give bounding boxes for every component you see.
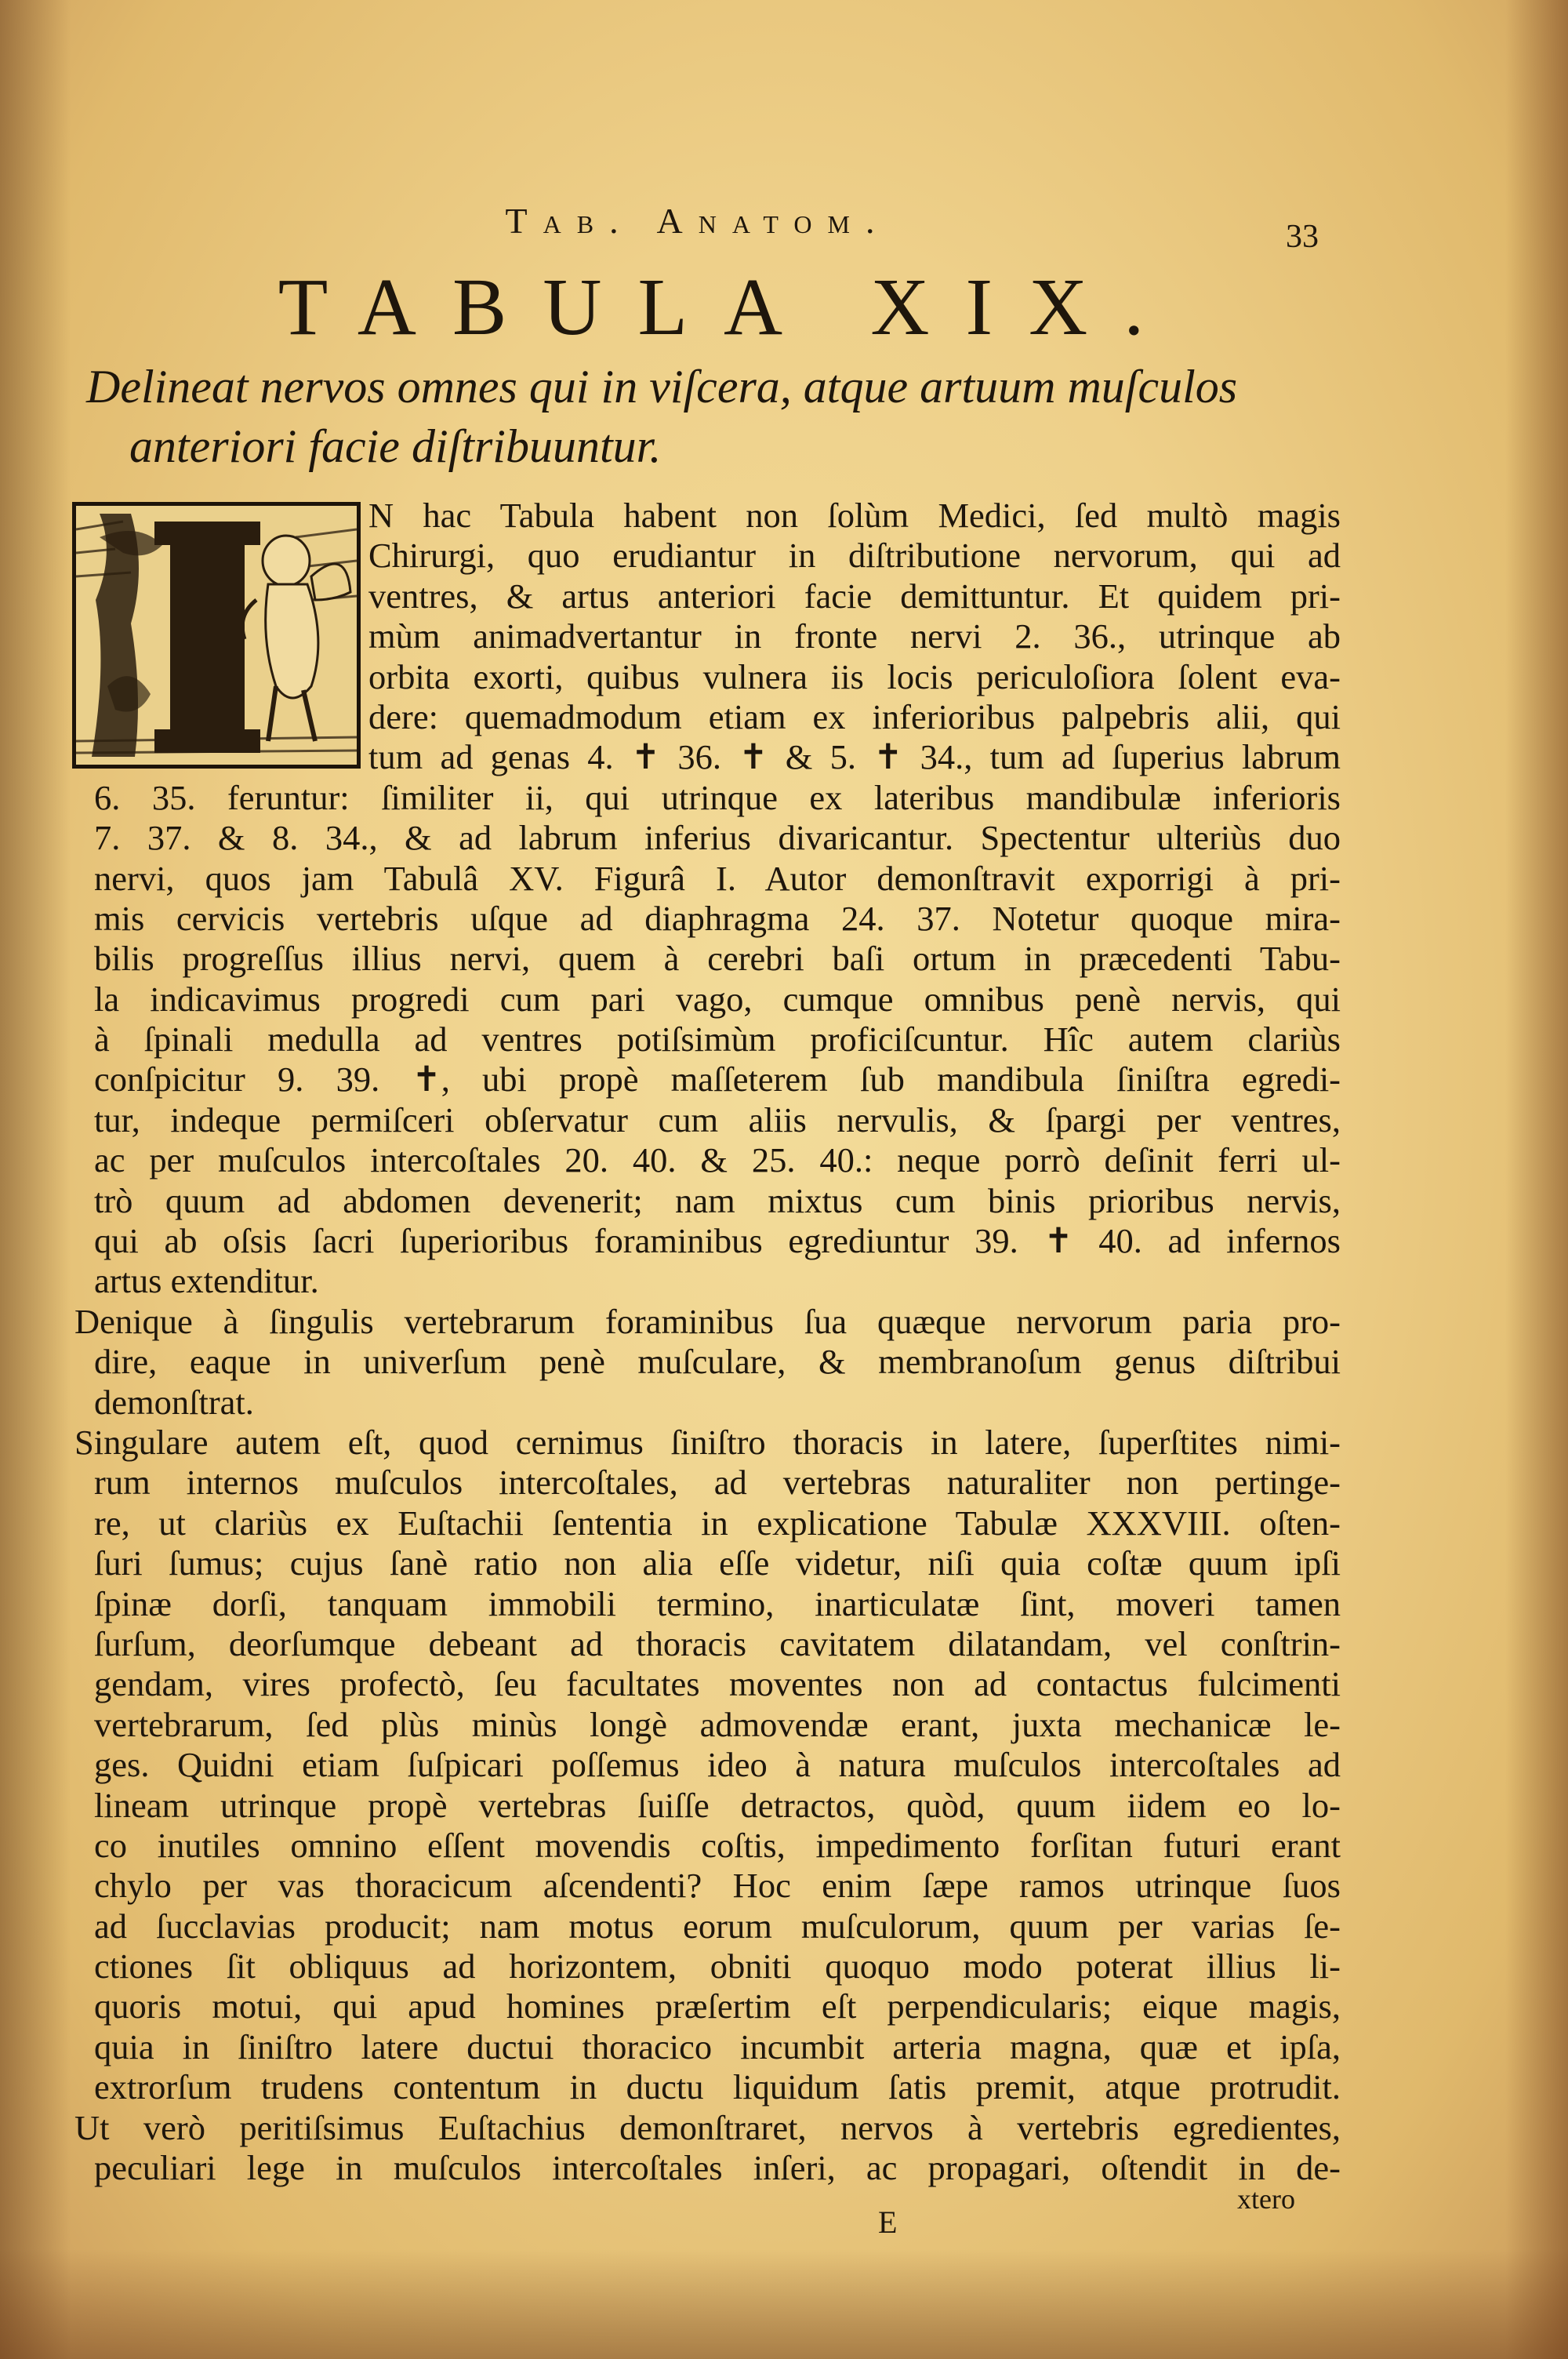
paragraph-3 bbox=[74, 1422, 1341, 2108]
text-line: qui ab oſsis ſacri ſuperioribus foraminibus egrediuntur 39. ✝ 40. ad infernos bbox=[94, 1221, 1341, 1261]
text-line: rum internos muſculos intercoſtales, ad vertebras naturaliter non pertinge- bbox=[94, 1463, 1341, 1503]
text-line: mùm animadvertantur in fronte nervi 2. 36., utrinque ab bbox=[368, 616, 1341, 656]
catchword: xtero bbox=[1237, 2183, 1295, 2215]
text-line: quia in ſiniſtro latere ductui thoracico incumbit arteria magna, quæ et ipſa, bbox=[94, 2026, 1341, 2066]
text-line: nervi, quos jam Tabulâ XV. Figurâ I. Autor demonſtravit exporrigi à pri- bbox=[94, 858, 1341, 898]
text-line: Singulare autem eſt, quod cernimus ſiniſtro thoracis in latere, ſuperſtites nimi- bbox=[74, 1422, 1341, 1462]
running-head: Tab. Anatom. bbox=[505, 201, 891, 241]
page-bottom-shadow bbox=[0, 2249, 1568, 2359]
text-line: tum ad genas 4. ✝ 36. ✝ & 5. ✝ 34., tum ad ſuperius labrum bbox=[368, 737, 1341, 777]
text-line: ac per muſculos intercoſtales 20. 40. & 25. 40.: neque porrò deſinit ferri ul- bbox=[94, 1140, 1341, 1180]
signature-mark: E bbox=[878, 2205, 898, 2240]
paragraph-1 bbox=[94, 496, 1341, 1302]
page-gutter-shadow bbox=[0, 0, 71, 2359]
plate-title: TABULA XIX. bbox=[278, 262, 1181, 352]
text-line: tur, indeque permiſceri obſervatur cum aliis nervulis, & ſpargi per ventres, bbox=[94, 1100, 1341, 1140]
text-line: ad ſucclavias producit; nam motus eorum muſculorum, quum per varias ſe- bbox=[94, 1906, 1341, 1946]
text-line: Chirurgi, quo erudiantur in diſtributione nervorum, qui ad bbox=[368, 536, 1341, 576]
text-line: quoris motui, qui apud homines præſertim eſt perpendicularis; eique magis, bbox=[94, 1986, 1341, 2026]
text-line: N hac Tabula habent non ſolùm Medici, ſed multò magis bbox=[368, 496, 1341, 535]
subtitle-line-2: anteriori facie diſtribuuntur. bbox=[129, 420, 662, 472]
text-line: co inutiles omnino eſſent movendis coſtis, impedimento forſitan futuri erant bbox=[94, 1825, 1341, 1865]
text-line: ventres, & artus anteriori facie demittuntur. Et quidem pri- bbox=[368, 576, 1341, 616]
text-line: Denique à ſingulis vertebrarum foraminibus ſua quæque nervorum paria pro- bbox=[74, 1301, 1341, 1341]
text-line: vertebrarum, ſed plùs minùs longè admovendæ erant, juxta mechanicæ le- bbox=[94, 1704, 1341, 1744]
body-text bbox=[74, 496, 1341, 2188]
text-line: ſuri ſumus; cujus ſanè ratio non alia eſſe videtur, niſi quia coſtæ quum ipſi bbox=[94, 1543, 1341, 1583]
text-line: 6. 35. feruntur: ſimiliter ii, qui utrinque ex lateribus mandibulæ inferioris bbox=[94, 777, 1341, 817]
text-line: peculiari lege in muſculos intercoſtales inſeri, ac propagari, oſtendit in de- bbox=[94, 2148, 1341, 2188]
text-line: 7. 37. & 8. 34., & ad labrum inferius divaricantur. Spectentur ulteriùs duo bbox=[94, 818, 1341, 858]
text-line: gendam, vires profectò, ſeu facultates moventes non ad contactus fulcimenti bbox=[94, 1664, 1341, 1704]
text-line: artus extenditur. bbox=[94, 1261, 319, 1301]
text-line: dere: quemadmodum etiam ex inferioribus palpebris alii, qui bbox=[368, 696, 1341, 736]
page-number: 33 bbox=[1286, 219, 1319, 255]
text-line: extrorſum trudens contentum in ductu liquidum ſatis premit, atque protrudit. bbox=[94, 2067, 1341, 2107]
text-line: dire, eaque in univerſum penè muſculare, & membranoſum genus diſtribui bbox=[94, 1342, 1341, 1382]
text-line: mis cervicis vertebris uſque ad diaphragma 24. 37. Notetur quoque mira- bbox=[94, 898, 1341, 938]
text-line: trò quum ad abdomen devenerit; nam mixtus cum binis prioribus nervis, bbox=[94, 1180, 1341, 1220]
text-line: ctiones ſit obliquus ad horizontem, obniti quoquo modo poterat illius li- bbox=[94, 1946, 1341, 1986]
paragraph-2 bbox=[74, 1301, 1341, 1423]
text-line: demonſtrat. bbox=[94, 1382, 254, 1422]
text-line: Ut verò peritiſsimus Euſtachius demonſtraret, nervos à vertebris egredientes, bbox=[74, 2107, 1341, 2147]
text-line: lineam utrinque propè vertebras ſuiſſe detractos, quòd, quum iidem eo lo- bbox=[94, 1785, 1341, 1825]
paragraph-4 bbox=[74, 2107, 1341, 2189]
text-line: orbita exorti, quibus vulnera iis locis periculoſiora ſolent eva- bbox=[368, 656, 1341, 696]
page-edge-shadow bbox=[1505, 0, 1568, 2359]
text-line: ſpinæ dorſi, tanquam immobili termino, inarticulatæ ſint, moveri tamen bbox=[94, 1583, 1341, 1623]
text-line: re, ut clariùs ex Euſtachii ſententia in explicatione Tabulæ XXXVIII. oſten- bbox=[94, 1503, 1341, 1543]
subtitle-line-1: Delineat nervos omnes qui in viſcera, atque artuum muſculos bbox=[86, 361, 1238, 413]
text-line: conſpicitur 9. 39. ✝, ubi propè maſſeterem ſub mandibula ſiniſtra egredi- bbox=[94, 1060, 1341, 1100]
text-line: ges. Quidni etiam ſuſpicari poſſemus ideo à natura muſculos intercoſtales ad bbox=[94, 1745, 1341, 1785]
text-line: bilis progreſſus illius nervi, quem à cerebri baſi ortum in præcedenti Tabu- bbox=[94, 939, 1341, 979]
plate-subtitle bbox=[86, 357, 1372, 476]
text-line: à ſpinali medulla ad ventres potiſsimùm proficiſcuntur. Hîc autem clariùs bbox=[94, 1020, 1341, 1060]
text-line: ſurſum, deorſumque debeant ad thoracis cavitatem dilatandam, vel conſtrin- bbox=[94, 1623, 1341, 1663]
text-line: la indicavimus progredi cum pari vago, cumque omnibus penè nervis, qui bbox=[94, 979, 1341, 1019]
text-line: chylo per vas thoracicum aſcendenti? Hoc enim ſæpe ramos utrinque ſuos bbox=[94, 1866, 1341, 1906]
